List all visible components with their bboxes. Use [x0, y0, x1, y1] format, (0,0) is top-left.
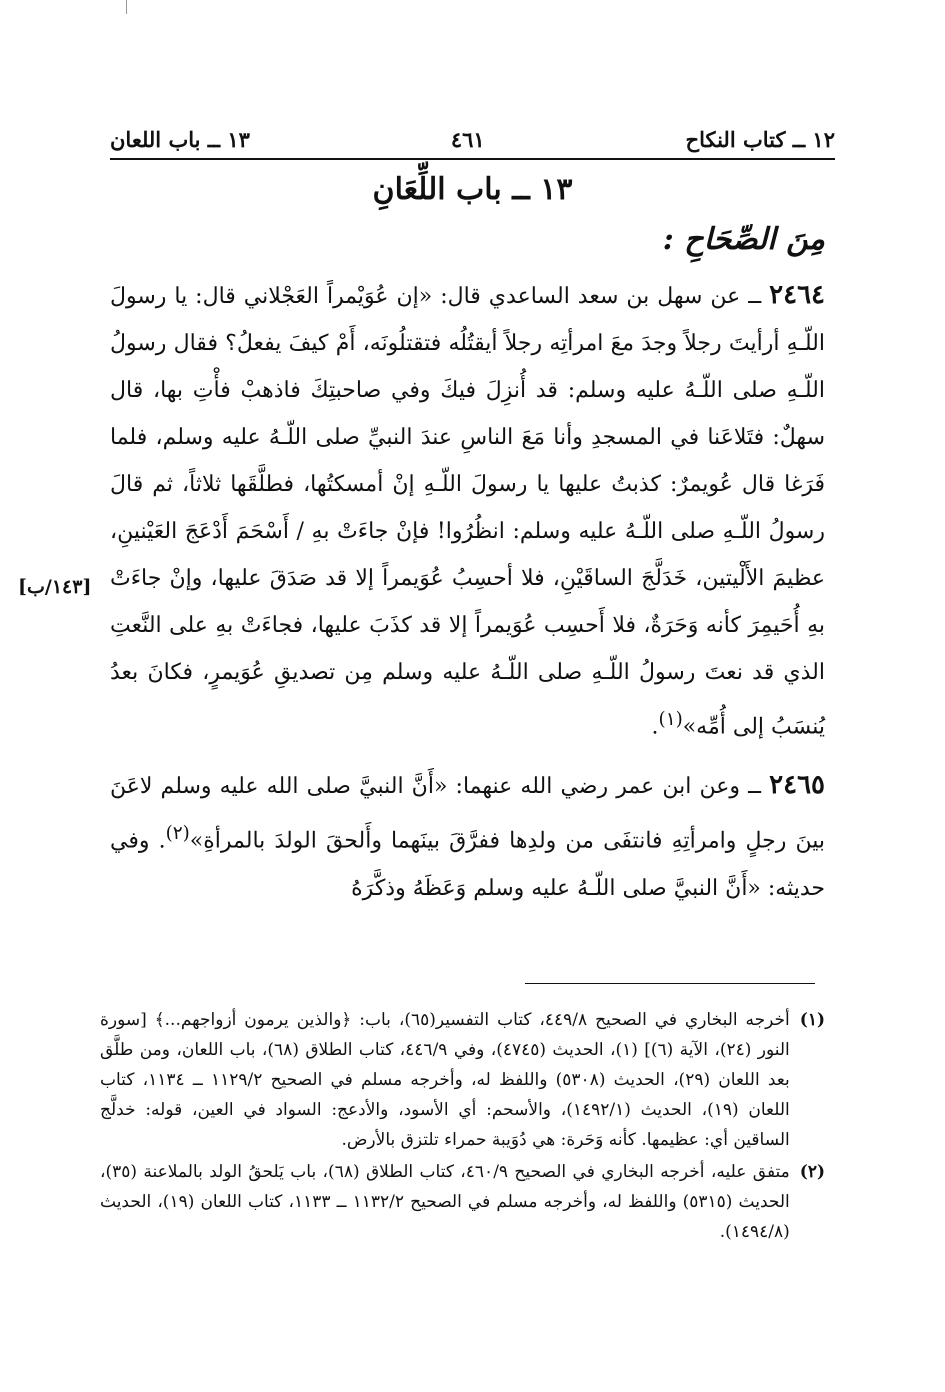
hadith-text: ــ وعن ابن عمر رضي الله عنهما: «أَنَّ النبيَّ صلى الله عليه وسلم لاعَنَ بينَ رجلٍ وامرأتِهِ فانتفَى من ولدِها ففرَّقَ بينَهما وأَلحقَ الولدَ بالمرأةِ»	[110, 774, 825, 854]
section-heading: مِنَ الصِّحَاحِ :	[662, 222, 825, 257]
hadith-text: ــ عن سهل بن سعد الساعدي قال: «إن عُوَيْمراً العَجْلاني قال: يا رسولَ اللّـهِ أرأيتَ رجلاً وجدَ معَ امرأتِه رجلاً أيقتُلُه فتقتلُونَه، أَمْ كيفَ يفعلُ؟ فقال رسولُ اللّـهِ صلى اللّـهُ عليه وسلم: قد أُنزِلَ فيكَ وفي صاحبتِكَ فاذهبْ فأْتِ بها، قال سهلٌ: فتَلاعَنا في المسجدِ وأنا مَعَ الناسِ عندَ النبيِّ صلى اللّـهُ عليه وسلم، فلما فَرَغا قال عُويمرٌ: كذبتُ عليها يا رسولَ اللّـهِ إنْ أمسكتُها، فطلَّقَها ثلاثاً، ثم قالَ رسولُ اللّـهِ صلى اللّـهُ عليه وسلم: انظُرُوا! فإنْ جاءَتْ بهِ / أَسْحَمَ أَدْعَجَ العَيْنينِ، عظيمَ الأَلْيتين، خَدَلَّجَ الساقَيْنِ، فلا أحسِبُ عُوَيمراً إلا قد صَدَقَ عليها، وإنْ جاءَتْ بهِ أُحَيمِرَ كأنه وَحَرَةٌ، فلا أَحسِب عُوَيمراً إلا قد كذَبَ عليها، فجاءَتْ بهِ على النَّعتِ الذي قد نعتَ رسولُ اللّـهِ صلى اللّـهُ عليه وسلم مِن تصديقِ عُوَيمرٍ، فكانَ بعدُ يُنسَبُ إلى أُمِّه»	[110, 284, 825, 740]
footnote-1	[100, 1005, 825, 1155]
hadith-tail: .	[651, 714, 659, 740]
hadith-tail: . وفي حديثه: «أَنَّ النبيَّ صلى اللّـهُ عليه وسلم وَعَظَهُ وذكَّرَهُ	[110, 828, 825, 901]
running-header-book: ١٢ ــ كتاب النكاح	[685, 126, 835, 152]
hadith-number: ٢٤٦٤	[769, 280, 825, 310]
hadith-2464	[110, 272, 825, 750]
header-divider	[110, 158, 835, 160]
footnotes	[100, 1005, 825, 1249]
footnote-text: أخرجه البخاري في الصحيح ٤٤٩/٨، كتاب التفسير(٦٥)، باب: ﴿والذين يرمون أزواجهم...﴾ [سورة النور (٢٤)، الآية (٦)] (١)، الحديث (٤٧٤٥)، وفي ٤٤٦/٩، كتاب الطلاق (٦٨)، باب اللعان، ومن طلَّق بعد اللعان (٢٩)، الحديث (٥٣٠٨) واللفظ له، وأخرجه مسلم في الصحيح ١١٢٩/٢ ــ ١١٣٤، كتاب اللعان (١٩)، الحديث (١٤٩٢/١)، والأسحم: أي الأسود، والأدعج: السواد في العين، قوله: خدلَّج الساقين أي: عظيمها. كأنه وَحَرة: هي دُوَيبة حمراء تلتزق بالأرض.	[100, 1010, 790, 1150]
footnote-number: (١)	[799, 1010, 825, 1030]
footnote-reference: (٢)	[165, 823, 190, 845]
scan-mark	[126, 0, 127, 14]
footnote-divider	[525, 983, 815, 984]
running-header	[110, 122, 835, 156]
footnote-reference: (١)	[658, 709, 683, 730]
running-header-section: ١٣ ــ باب اللعان	[110, 126, 250, 152]
footnote-number: (٢)	[799, 1162, 825, 1182]
footnote-2	[100, 1157, 825, 1247]
manuscript-folio-reference: [١٤٣/ب]	[18, 576, 92, 598]
chapter-title: ١٣ ــ باب اللِّعَانِ	[372, 172, 573, 207]
page-number: ٤٦١	[450, 126, 485, 152]
main-text	[110, 272, 825, 912]
hadith-number: ٢٤٦٥	[769, 770, 825, 801]
footnote-text: متفق عليه، أخرجه البخاري في الصحيح ٤٦٠/٩، كتاب الطلاق (٦٨)، باب يَلحقُ الولد بالملاعنة (٣٥)، الحديث (٥٣١٥) واللفظ له، وأخرجه مسلم في الصحيح ١١٣٢/٢ ــ ١١٣٣، كتاب اللعان (١٩)، الحديث (١٤٩٤/٨).	[100, 1162, 790, 1242]
hadith-2465	[110, 762, 825, 911]
